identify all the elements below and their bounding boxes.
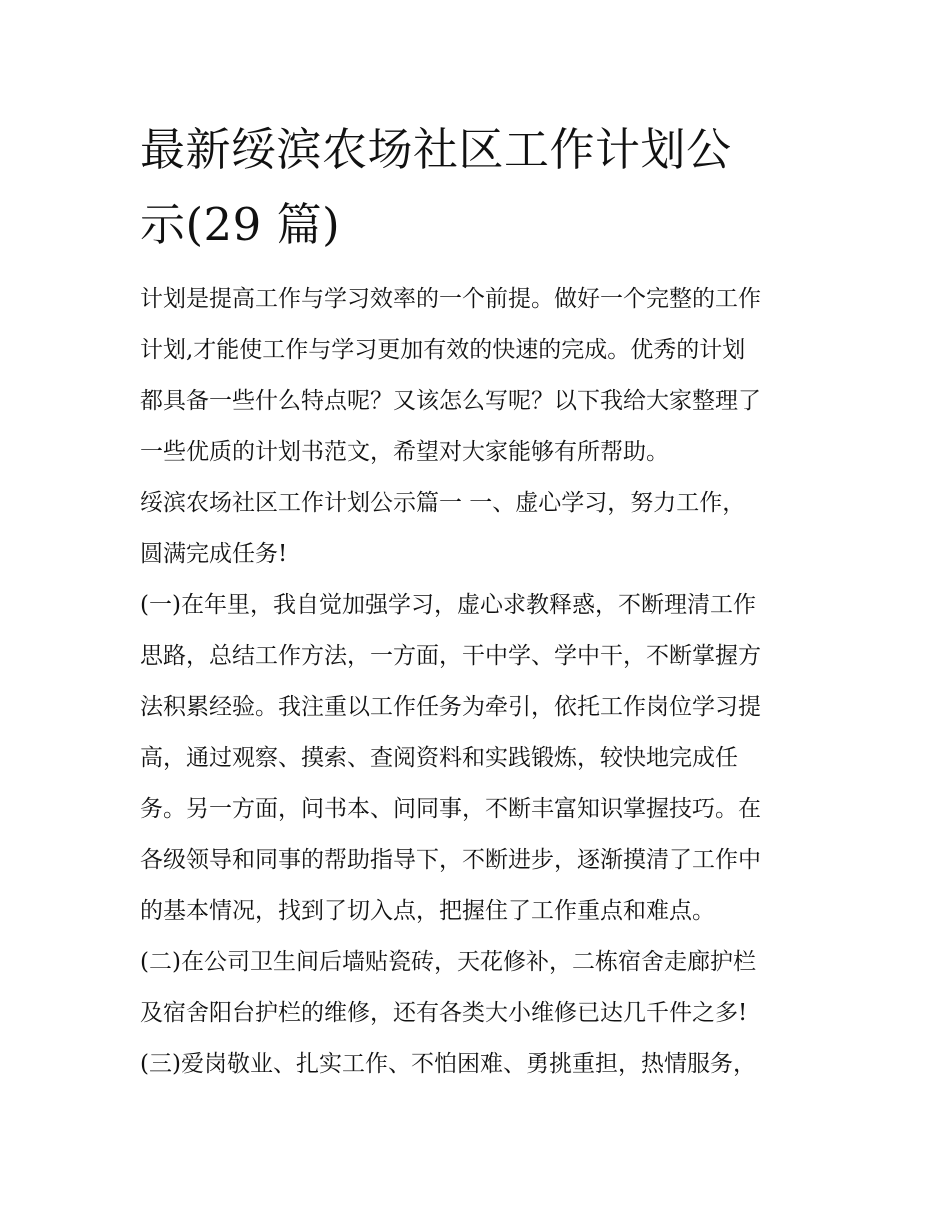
document-body	[140, 274, 820, 1090]
title-line: 最新绥滨农场社区工作计划公	[140, 123, 732, 176]
body-line: 都具备一些什么特点呢？又该怎么写呢？以下我给大家整理了	[140, 388, 761, 414]
document-title	[140, 112, 820, 262]
body-line: 圆满完成任务!	[140, 541, 288, 567]
body-line: (二)在公司卫生间后墙贴瓷砖，天花修补，二栋宿舍走廊护栏	[140, 949, 756, 975]
body-line: 务。另一方面，问书本、问同事，不断丰富知识掌握技巧。在	[140, 796, 761, 822]
title-line: 示(29 篇)	[140, 198, 341, 251]
body-line: 的基本情况，找到了切入点，把握住了工作重点和难点。	[140, 898, 715, 924]
body-line: 一些优质的计划书范文，希望对大家能够有所帮助。	[140, 439, 669, 465]
body-line: (三)爱岗敬业、扎实工作、不怕困难、勇挑重担，热情服务，	[140, 1051, 756, 1077]
body-line: 思路，总结工作方法，一方面，干中学、学中干，不断掌握方	[140, 643, 761, 669]
body-line: 高，通过观察、摸索、查阅资料和实践锻炼，较快地完成任	[140, 745, 738, 771]
body-line: 计划是提高工作与学习效率的一个前提。做好一个完整的工作	[140, 286, 761, 312]
body-line: 各级领导和同事的帮助指导下，不断进步，逐渐摸清了工作中	[140, 847, 761, 873]
body-line: (一)在年里，我自觉加强学习，虚心求教释惑，不断理清工作	[140, 592, 756, 618]
body-line: 法积累经验。我注重以工作任务为牵引，依托工作岗位学习提	[140, 694, 761, 720]
body-line: 及宿舍阳台护栏的维修，还有各类大小维修已达几千件之多!	[140, 1000, 748, 1026]
body-line: 绥滨农场社区工作计划公示篇一 一、虚心学习，努力工作，	[140, 490, 746, 516]
body-line: 计划,才能使工作与学习更加有效的快速的完成。优秀的计划	[140, 337, 746, 363]
